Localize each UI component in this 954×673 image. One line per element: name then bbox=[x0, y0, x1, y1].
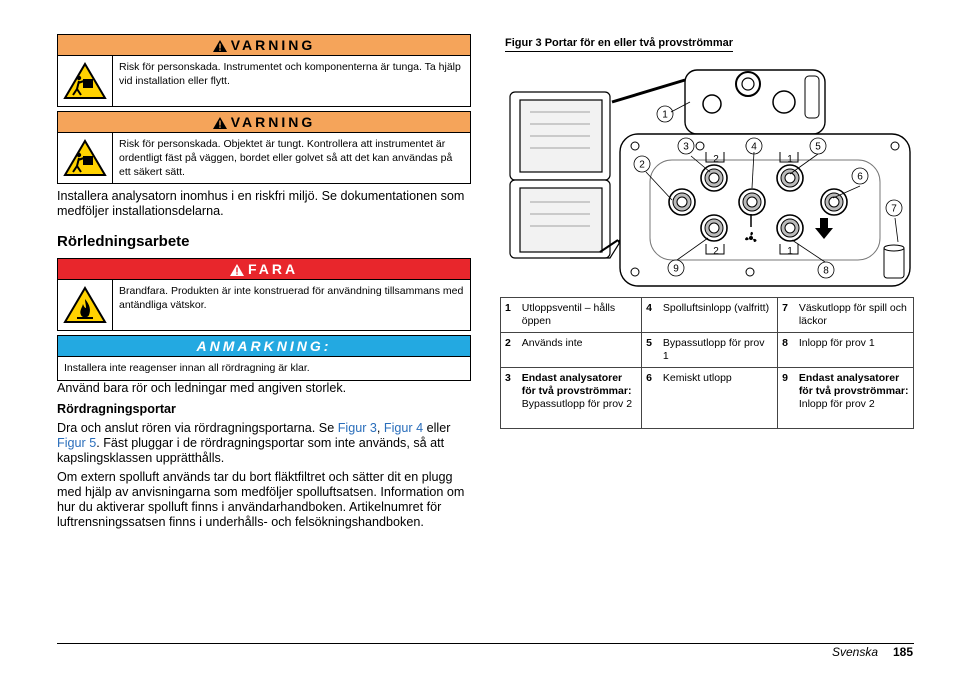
notice-header: ANMARKNING: bbox=[58, 336, 470, 357]
legend-description bbox=[518, 298, 642, 333]
legend-number: 7 bbox=[778, 298, 795, 333]
legend-description bbox=[659, 368, 778, 429]
warning-triangle-icon bbox=[230, 264, 244, 276]
danger-text: Brandfara. Produkten är inte konstruerad för användning tillsammans med antändliga vätskor. bbox=[119, 285, 464, 311]
legend-qualifier: Endast analysatorer för två provströmmar: bbox=[798, 372, 909, 397]
port-symbol-label: 2 bbox=[713, 246, 719, 257]
legend-row bbox=[501, 368, 914, 429]
legend-description bbox=[659, 298, 778, 333]
legend-description bbox=[795, 368, 914, 429]
warning-triangle-icon bbox=[213, 117, 227, 129]
legend-number: 2 bbox=[501, 333, 518, 368]
legend-number: 4 bbox=[642, 298, 659, 333]
callout-number: 2 bbox=[639, 159, 645, 171]
legend-number: 9 bbox=[778, 368, 795, 429]
callout-number: 6 bbox=[857, 171, 863, 183]
legend-text: Bypassutlopp för prov 2 bbox=[521, 398, 633, 410]
port-fitting bbox=[677, 197, 687, 207]
warning-triangle-icon bbox=[213, 40, 227, 52]
legend-number: 3 bbox=[501, 368, 518, 429]
pipes-paragraph: Använd bara rör och ledningar med angiven storlek. bbox=[57, 381, 347, 395]
legend-description bbox=[795, 298, 914, 333]
legend-description bbox=[518, 368, 642, 429]
port-symbol-label: 1 bbox=[787, 246, 793, 257]
footer-rule bbox=[57, 643, 914, 644]
fire-hazard-icon bbox=[58, 280, 113, 330]
danger-header: FARA bbox=[58, 259, 470, 280]
warning-text: Risk för personskada. Instrumentet och komponenterna är tunga. Ta hjälp vid installation eller flytt. bbox=[119, 61, 461, 87]
port-fitting bbox=[785, 223, 795, 233]
ports-paragraph: Dra och anslut rören via rördragningsportarna. Se Figur 3, Figur 4 eller Figur 5. Fäst pluggar i de rördragningsportar som inte används, så att kapslingsklassen upprätthålls. bbox=[57, 421, 451, 465]
legend-text: Inlopp för prov 1 bbox=[798, 337, 875, 349]
figure-4-link[interactable]: Figur 4 bbox=[383, 421, 424, 435]
legend-row bbox=[501, 298, 914, 333]
warning-text: Risk för personskada. Objektet är tungt. Kontrollera att instrumentet är ordentligt fäst på väggen, bordet eller golvet så att det kan användas på ett säkert sätt. bbox=[119, 138, 453, 178]
install-paragraph: Installera analysatorn inomhus i en riskfri miljö. Se dokumentationen som medföljer installationsdelarna. bbox=[57, 189, 465, 218]
callout-number: 1 bbox=[662, 109, 668, 121]
warning-header: VARNING bbox=[58, 35, 470, 56]
legend-text: Utloppsventil – hålls öppen bbox=[521, 302, 616, 327]
section-title: Rörledningsarbete bbox=[57, 233, 190, 250]
port-fitting bbox=[829, 197, 839, 207]
callout-number: 5 bbox=[815, 141, 821, 153]
port-symbol-label: 2 bbox=[713, 154, 719, 165]
legend-number: 5 bbox=[642, 333, 659, 368]
figure-5-link[interactable]: Figur 5 bbox=[57, 436, 97, 450]
legend-row bbox=[501, 333, 914, 368]
legend-text: Spolluftsinlopp (valfritt) bbox=[662, 302, 770, 314]
notice-box bbox=[57, 335, 471, 381]
footer-language: Svenska bbox=[832, 645, 879, 659]
legend-text: Bypassutlopp för prov 1 bbox=[662, 337, 765, 362]
legend-text: Inlopp för prov 2 bbox=[798, 398, 875, 410]
callout-number: 4 bbox=[751, 141, 757, 153]
heavy-object-icon bbox=[58, 56, 113, 106]
legend-description bbox=[518, 333, 642, 368]
legend-number: 6 bbox=[642, 368, 659, 429]
callout-number: 7 bbox=[891, 203, 897, 215]
figure-3-link[interactable]: Figur 3 bbox=[337, 421, 377, 435]
heavy-object-icon bbox=[58, 133, 113, 183]
port-symbol-label: 1 bbox=[787, 154, 793, 165]
port-panel bbox=[620, 134, 910, 286]
legend-description bbox=[659, 333, 778, 368]
legend-text: Väskutlopp för spill och läckor bbox=[798, 302, 907, 327]
footer-page-number: 185 bbox=[893, 645, 914, 659]
callout-number: 9 bbox=[673, 263, 679, 275]
figure-caption: Figur 3 Portar för en eller två provströmmar bbox=[505, 37, 733, 52]
subsection-title: Rördragningsportar bbox=[57, 402, 176, 416]
legend-number: 8 bbox=[778, 333, 795, 368]
warning-box-mounting bbox=[57, 111, 471, 184]
warning-box-heavy bbox=[57, 34, 471, 107]
figure-legend-table bbox=[500, 297, 914, 429]
port-fitting bbox=[785, 173, 795, 183]
danger-box bbox=[57, 258, 471, 331]
notice-text: Installera inte reagenser innan all rördragning är klar. bbox=[64, 362, 310, 374]
port-fitting bbox=[709, 173, 719, 183]
port-diagram bbox=[500, 62, 920, 292]
fan-paragraph: Om extern spolluft används tar du bort fläktfiltret och sätter dit en plugg med hjälp av anvisningarna som medföljer spolluftsatsen. Information om hur du aktiverar spolluft finns i användarhandboken. Artikelnumret för luftrensningssatsen finns i underhålls- och felsökningshandboken. bbox=[57, 470, 465, 529]
legend-text: Används inte bbox=[521, 337, 583, 349]
analyzer-enclosure-drawing bbox=[510, 92, 620, 258]
legend-qualifier: Endast analysatorer för två provströmmar: bbox=[521, 372, 632, 397]
callout-number: 8 bbox=[823, 265, 829, 277]
warning-header: VARNING bbox=[58, 112, 470, 133]
port-fitting bbox=[709, 223, 719, 233]
legend-description bbox=[795, 333, 914, 368]
port-fitting bbox=[747, 197, 757, 207]
legend-text: Kemiskt utlopp bbox=[662, 372, 732, 384]
callout-number: 3 bbox=[683, 141, 689, 153]
legend-number: 1 bbox=[501, 298, 518, 333]
